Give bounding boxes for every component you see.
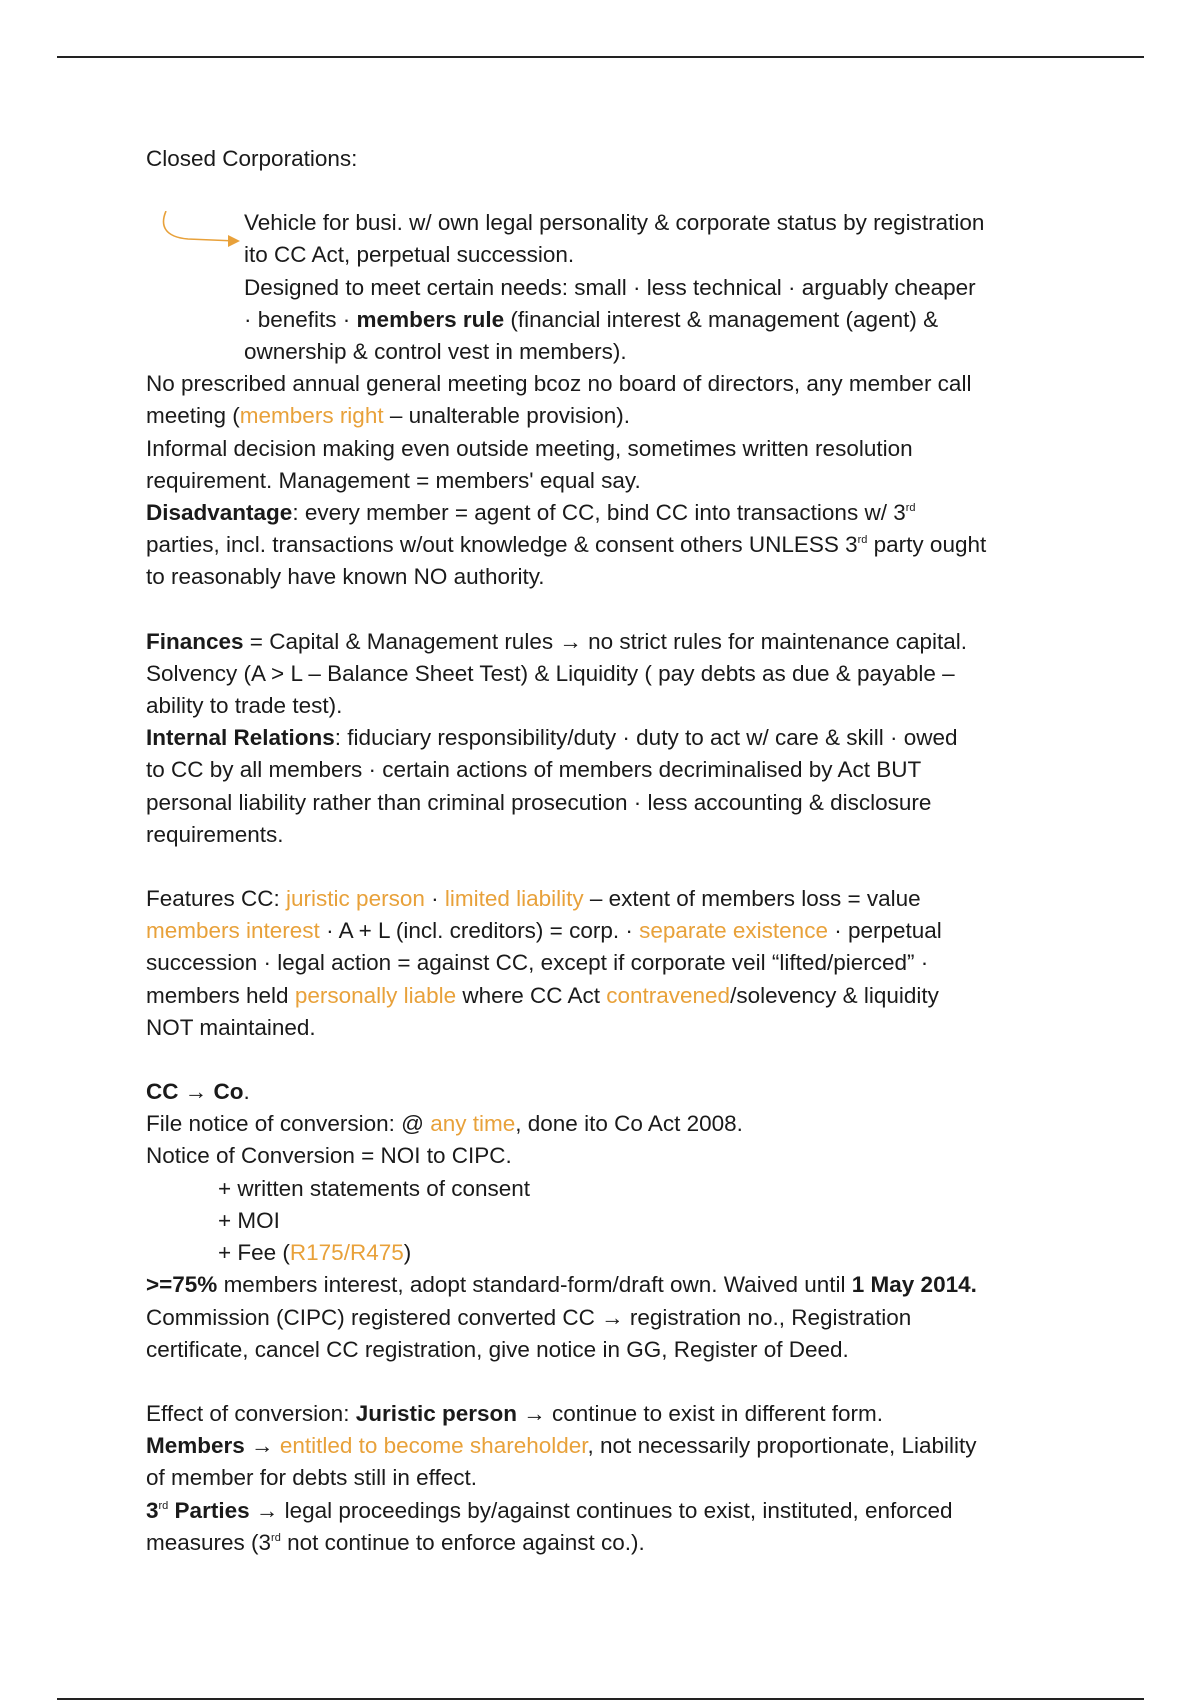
top-rule <box>57 56 1144 58</box>
agm-line: No prescribed annual general meeting bcoz no board of directors, any member call <box>146 371 972 397</box>
intro-line: ito CC Act, perpetual succession. <box>244 242 575 268</box>
disadvantage-line: Disadvantage: every member = agent of CC, bind CC into transactions w/ 3rd <box>146 500 916 526</box>
intro-line: Designed to meet certain needs: small · less technical · arguably cheaper <box>244 274 976 300</box>
effect-line: of member for debts still in effect. <box>146 1465 477 1491</box>
conversion-line: certificate, cancel CC registration, give notice in GG, Register of Deed. <box>146 1336 849 1362</box>
effect-line: Effect of conversion: Juristic person → continue to exist in different form. <box>146 1400 884 1426</box>
features-line: NOT maintained. <box>146 1014 316 1040</box>
conversion-list <box>146 1173 1066 1270</box>
internal-line: requirements. <box>146 821 284 847</box>
intro-line: ownership & control vest in members). <box>244 339 627 365</box>
list-item: + Fee (R175/R475) <box>218 1240 412 1266</box>
intro-line: · benefits · members rule (financial interest & management (agent) & <box>244 306 939 332</box>
finances-line: Finances = Capital & Management rules → no strict rules for maintenance capital. <box>146 628 968 654</box>
conversion-line: >=75% members interest, adopt standard-form/draft own. Waived until 1 May 2014. <box>146 1272 977 1298</box>
curved-arrow-icon <box>158 211 246 253</box>
finances-line: ability to trade test). <box>146 693 343 719</box>
disadvantage-line: to reasonably have known NO authority. <box>146 564 545 590</box>
internal-line: Internal Relations: fiduciary responsibility/duty · duty to act w/ care & skill · owed <box>146 725 958 751</box>
features-line: members held personally liable where CC Act contravened/solevency & liquidity <box>146 982 939 1008</box>
conversion-line: Commission (CIPC) registered converted CC → registration no., Registration <box>146 1304 912 1330</box>
conversion-line: File notice of conversion: @ any time, done ito Co Act 2008. <box>146 1111 743 1137</box>
disadvantage-line: parties, incl. transactions w/out knowledge & consent others UNLESS 3rd party ought <box>146 532 987 558</box>
list-item: + MOI <box>218 1207 280 1233</box>
document-body <box>146 143 1066 1559</box>
features-line: Features CC: juristic person · limited liability – extent of members loss = value <box>146 886 921 912</box>
effect-line: measures (3rd not continue to enforce against co.). <box>146 1529 645 1555</box>
features-line: members interest · A + L (incl. creditors) = corp. · separate existence · perpetual <box>146 918 942 944</box>
informal-line: requirement. Management = members' equal say. <box>146 467 641 493</box>
internal-line: to CC by all members · certain actions of members decriminalised by Act BUT <box>146 757 922 783</box>
finances-line: Solvency (A > L – Balance Sheet Test) & Liquidity ( pay debts as due & payable – <box>146 660 955 686</box>
informal-line: Informal decision making even outside meeting, sometimes written resolution <box>146 435 913 461</box>
agm-line: meeting (members right – unalterable provision). <box>146 403 630 429</box>
conversion-heading: CC → Co. <box>146 1079 250 1105</box>
list-item: + written statements of consent <box>218 1175 531 1201</box>
features-line: succession · legal action = against CC, except if corporate veil “lifted/pierced” · <box>146 950 929 976</box>
conversion-line: Notice of Conversion = NOI to CIPC. <box>146 1143 512 1169</box>
effect-line: Members → entitled to become shareholder, not necessarily proportionate, Liability <box>146 1433 977 1459</box>
effect-line: 3rd Parties → legal proceedings by/against continues to exist, instituted, enforced <box>146 1497 953 1523</box>
intro-line: Vehicle for busi. w/ own legal personality & corporate status by registration <box>244 210 985 236</box>
section-title: Closed Corporations: <box>146 146 358 171</box>
intro-block <box>146 175 1066 368</box>
internal-line: personal liability rather than criminal prosecution · less accounting & disclosure <box>146 789 932 815</box>
